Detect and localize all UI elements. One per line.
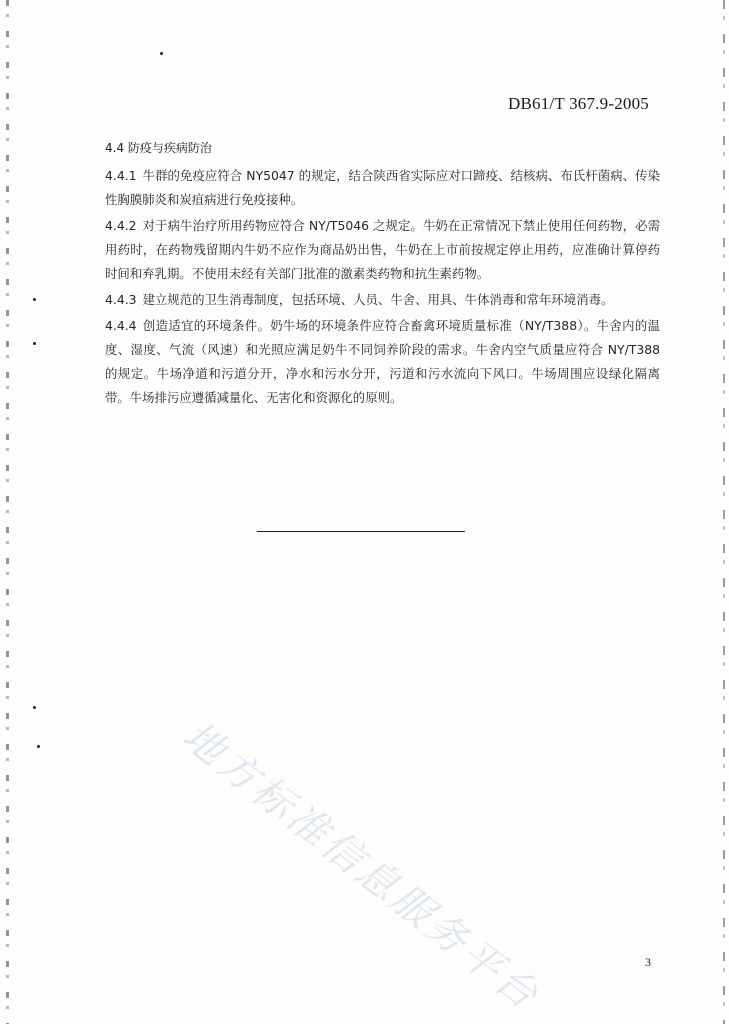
clause-text: 对于病牛治疗所用药物应符合 NY/T5046 之规定。牛奶在正常情况下禁止使用任何药物，必需用药时，在药物残留期内牛奶不应作为商品奶出售，牛奶在上市前按规定停止用药，应准确计算停药时间和弃乳期。不使用未经有关部门批准的激素类药物和抗生素药物。 [105, 218, 660, 281]
clause-4-4-4 [105, 314, 660, 410]
clause-number: 4.4.4 [105, 318, 137, 333]
clause-4-4-2 [105, 214, 660, 286]
scan-speck [33, 706, 36, 709]
scan-speck [160, 52, 163, 55]
end-of-document-rule [257, 531, 465, 532]
clause-text: 牛群的免疫应符合 NY5047 的规定，结合陕西省实际应对口蹄疫、结核病、布氏杆菌病、传染性胸膜肺炎和炭疽病进行免疫接种。 [105, 168, 660, 207]
scan-edge-left [6, 0, 9, 1024]
scan-edge-right [723, 0, 725, 1024]
clause-text: 创造适宜的环境条件。奶牛场的环境条件应符合畜禽环境质量标准（NY/T388）。牛舍内的温度、湿度、气流（风速）和光照应满足奶牛不同饲养阶段的需求。牛舍内空气质量应符合 NY/T388 的规定。牛场净道和污道分开，净水和污水分开，污道和污水流向下风口。牛场周围应设绿化隔离带。牛场排污应遵循减量化、无害化和资源化的原则。 [105, 318, 660, 405]
scan-speck [33, 298, 36, 301]
section-content [105, 138, 660, 412]
clause-number: 4.4.1 [105, 168, 137, 183]
scan-speck [37, 745, 40, 748]
watermark: 地方标准信息服务平台 [173, 713, 549, 1021]
page-number: 3 [645, 955, 651, 969]
document-code: DB61/T 367.9-2005 [508, 94, 649, 113]
clause-4-4-3 [105, 288, 660, 312]
clause-number: 4.4.2 [105, 218, 137, 233]
clause-4-4-1 [105, 164, 660, 212]
clause-number: 4.4.3 [105, 292, 137, 307]
clause-text: 建立规范的卫生消毒制度，包括环境、人员、牛舍、用具、牛体消毒和常年环境消毒。 [142, 292, 614, 307]
scan-speck [33, 342, 36, 345]
section-title: 4.4 防疫与疾病防治 [105, 141, 212, 155]
